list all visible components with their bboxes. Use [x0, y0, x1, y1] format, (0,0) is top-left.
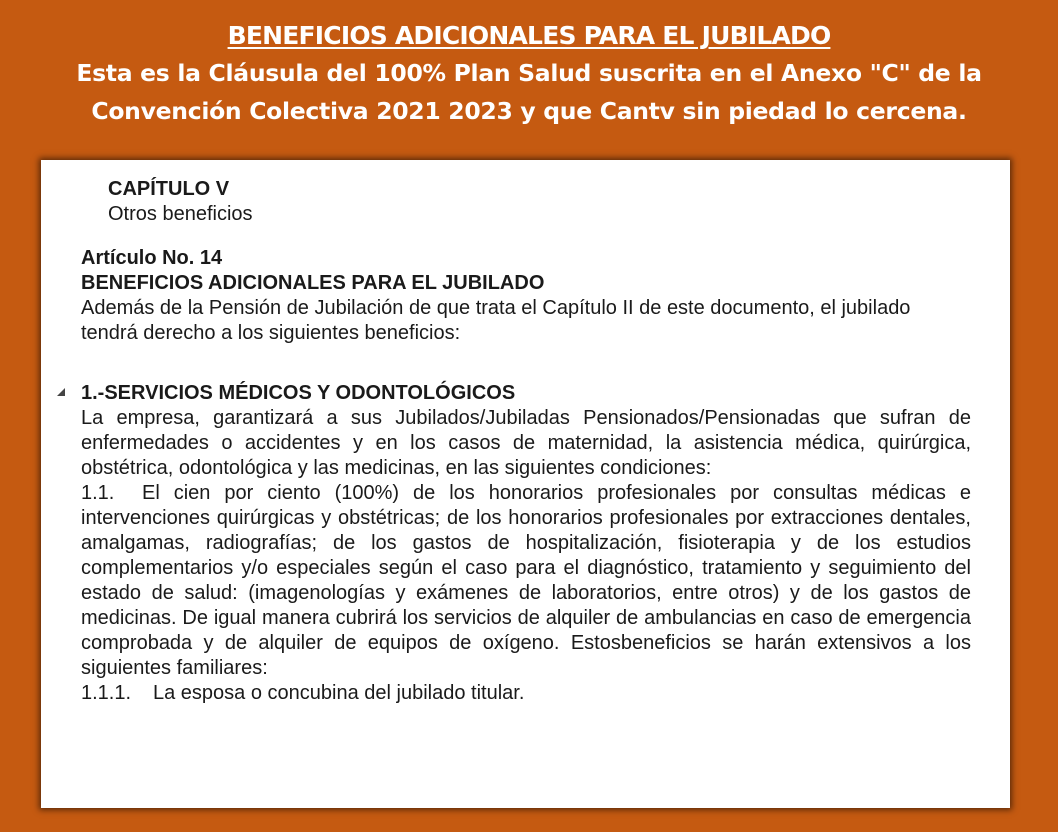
item-1-1-number: 1.1. — [81, 482, 115, 504]
chapter-title: CAPÍTULO V — [108, 178, 230, 200]
chapter-block — [108, 177, 253, 227]
collapse-triangle-icon[interactable] — [57, 388, 65, 396]
item-1-1-1 — [81, 681, 971, 706]
item-1-1 — [81, 481, 971, 681]
document-page — [41, 160, 1010, 808]
item-1-1-1-number: 1.1.1. — [81, 682, 132, 704]
article-block — [81, 246, 971, 346]
article-number: Artículo No. 14 — [81, 247, 223, 269]
header — [0, 18, 1058, 130]
item-1-1-text: El cien por ciento (100%) de los honorarios profesionales por consultas médicas e intervenciones quirúrgicas y obstétricas; de los honorarios profesionales por extracciones dentales, amalgamas, radiografías; de los gastos de hospitalización, fisioterapia y de los estudios complementarios y/o especiales según el caso para el diagnóstico, tratamiento y seguimiento del estado de salud: (imagenologías y exámenes de laboratorios, entre otros) y de los gastos de medicinas. De igual manera cubrirá los servicios de alquiler de ambulancias en caso de emergencia comprobada y de alquiler de equipos de oxígeno. Estosbeneficios se harán extensivos a los siguientes familiares: — [81, 482, 971, 679]
header-title: BENEFICIOS ADICIONALES PARA EL JUBILADO — [227, 21, 831, 50]
article-intro: Además de la Pensión de Jubilación de que trata el Capítulo II de este documento, el jubilado tendrá derecho a los siguientes beneficios: — [81, 297, 911, 344]
header-subtitle-line-2: Convención Colectiva 2021 2023 y que Cantv sin piedad lo cercena. — [91, 97, 967, 125]
section-heading[interactable] — [81, 381, 971, 406]
header-subtitle-line-1: Esta es la Cláusula del 100% Plan Salud suscrita en el Anexo "C" de la — [76, 59, 982, 87]
section-medical — [81, 381, 971, 706]
chapter-subtitle: Otros beneficios — [108, 203, 253, 225]
section-body: La empresa, garantizará a sus Jubilados/Jubiladas Pensionados/Pensionadas que sufran de enfermedades o accidentes y en los casos de maternidad, la asistencia médica, quirúrgica, obstétrica, odontológica y las medicinas, en las siguientes condiciones: — [81, 407, 971, 479]
item-1-1-1-text: La esposa o concubina del jubilado titular. — [153, 682, 525, 704]
section-heading-text: 1.-SERVICIOS MÉDICOS Y ODONTOLÓGICOS — [81, 382, 516, 404]
article-title: BENEFICIOS ADICIONALES PARA EL JUBILADO — [81, 272, 545, 294]
